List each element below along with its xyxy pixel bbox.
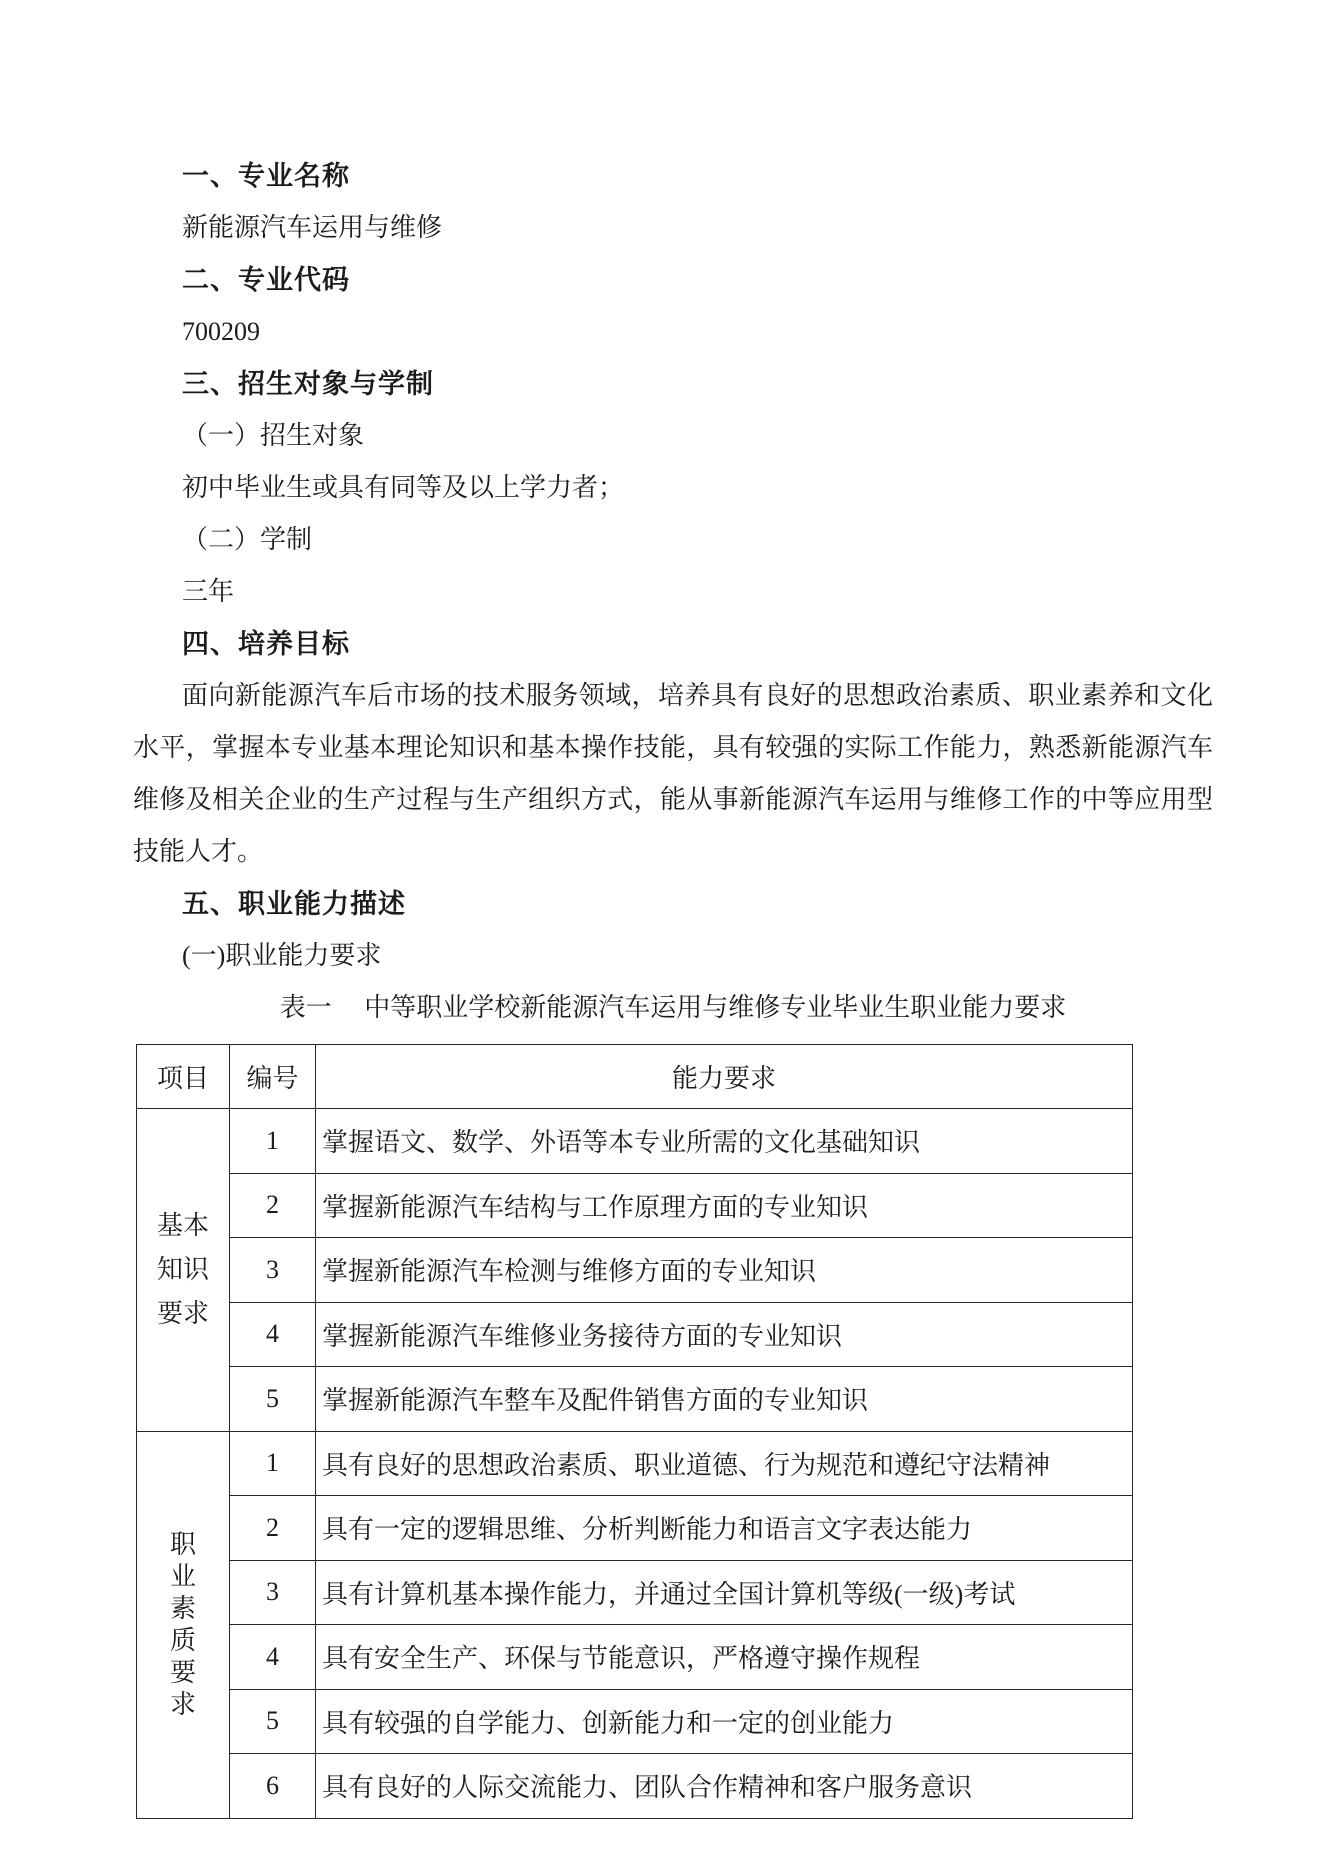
row-number: 3 — [230, 1238, 316, 1303]
category-text: 求 — [169, 1689, 196, 1719]
requirement-text: 掌握新能源汽车整车及配件销售方面的专业知识 — [316, 1367, 1133, 1432]
table-row — [137, 1625, 1133, 1690]
requirement-text: 具有计算机基本操作能力，并通过全国计算机等级(一级)考试 — [316, 1560, 1133, 1625]
category-cell — [137, 1109, 230, 1432]
table-row — [137, 1302, 1133, 1367]
table-row — [137, 1173, 1133, 1238]
header-item: 项目 — [137, 1045, 230, 1109]
table-row — [137, 1238, 1133, 1303]
row-number: 1 — [230, 1109, 316, 1174]
table-row — [137, 1496, 1133, 1561]
requirement-text: 具有良好的思想政治素质、职业道德、行为规范和遵纪守法精神 — [316, 1431, 1133, 1496]
row-number: 4 — [230, 1302, 316, 1367]
table-body — [137, 1109, 1133, 1819]
category-text: 素 — [169, 1593, 196, 1623]
table-header — [137, 1045, 1133, 1109]
text-line: （一）招生对象 — [182, 421, 365, 450]
text-line: 初中毕业生或具有同等及以上学力者； — [182, 473, 625, 502]
category-text: 业 — [169, 1561, 196, 1591]
table-header-row — [137, 1045, 1133, 1109]
requirement-text: 掌握新能源汽车检测与维修方面的专业知识 — [316, 1238, 1133, 1303]
requirement-text: 具有安全生产、环保与节能意识，严格遵守操作规程 — [316, 1625, 1133, 1690]
category-text: 知识 — [156, 1254, 209, 1284]
row-number: 3 — [230, 1560, 316, 1625]
text-line: （二）学制 — [182, 525, 313, 554]
section-heading: 一、专业名称 — [182, 161, 350, 191]
category-text: 职 — [169, 1529, 196, 1559]
section-heading: 三、招生对象与学制 — [182, 369, 434, 399]
row-number: 4 — [230, 1625, 316, 1690]
requirement-text: 具有较强的自学能力、创新能力和一定的创业能力 — [316, 1689, 1133, 1754]
document-lines — [133, 150, 1213, 1034]
row-number: 1 — [230, 1431, 316, 1496]
requirement-text: 具有良好的人际交流能力、团队合作精神和客户服务意识 — [316, 1754, 1133, 1819]
row-number: 2 — [230, 1173, 316, 1238]
table-row — [137, 1754, 1133, 1819]
category-cell — [137, 1431, 230, 1818]
header-requirement: 能力要求 — [316, 1045, 1133, 1109]
text-line: 700209 — [182, 317, 260, 346]
header-number: 编号 — [230, 1045, 316, 1109]
row-number: 5 — [230, 1367, 316, 1432]
text-line: (一)职业能力要求 — [182, 941, 382, 970]
row-number: 6 — [230, 1754, 316, 1819]
section-heading: 二、专业代码 — [182, 265, 350, 295]
table-row — [137, 1109, 1133, 1174]
category-text: 要 — [169, 1657, 196, 1687]
category-text: 质 — [169, 1625, 196, 1655]
table-row — [137, 1431, 1133, 1496]
text-line: 新能源汽车运用与维修 — [182, 213, 443, 242]
table-row — [137, 1367, 1133, 1432]
category-text: 基本 — [156, 1210, 209, 1240]
table-row — [137, 1560, 1133, 1625]
table-caption: 表一 中等职业学校新能源汽车运用与维修专业毕业生职业能力要求 — [279, 993, 1067, 1022]
body-paragraph: 面向新能源汽车后市场的技术服务领域，培养具有良好的思想政治素质、职业素养和文化水平，掌握本专业基本理论知识和基本操作技能，具有较强的实际工作能力，熟悉新能源汽车维修及相关企业的生产过程与生产组织方式，能从事新能源汽车运用与维修工作的中等应用型技能人才。 — [133, 681, 1213, 866]
requirement-text: 掌握新能源汽车维修业务接待方面的专业知识 — [316, 1302, 1133, 1367]
requirement-text: 掌握语文、数学、外语等本专业所需的文化基础知识 — [316, 1109, 1133, 1174]
requirement-text: 具有一定的逻辑思维、分析判断能力和语言文字表达能力 — [316, 1496, 1133, 1561]
section-heading: 五、职业能力描述 — [182, 889, 406, 919]
section-heading: 四、培养目标 — [182, 629, 350, 659]
category-text: 要求 — [156, 1298, 209, 1328]
document-content — [133, 150, 1213, 1819]
row-number: 5 — [230, 1689, 316, 1754]
text-line: 三年 — [182, 577, 235, 606]
table-row — [137, 1689, 1133, 1754]
requirement-text: 掌握新能源汽车结构与工作原理方面的专业知识 — [316, 1173, 1133, 1238]
row-number: 2 — [230, 1496, 316, 1561]
ability-requirements-table — [136, 1044, 1133, 1819]
